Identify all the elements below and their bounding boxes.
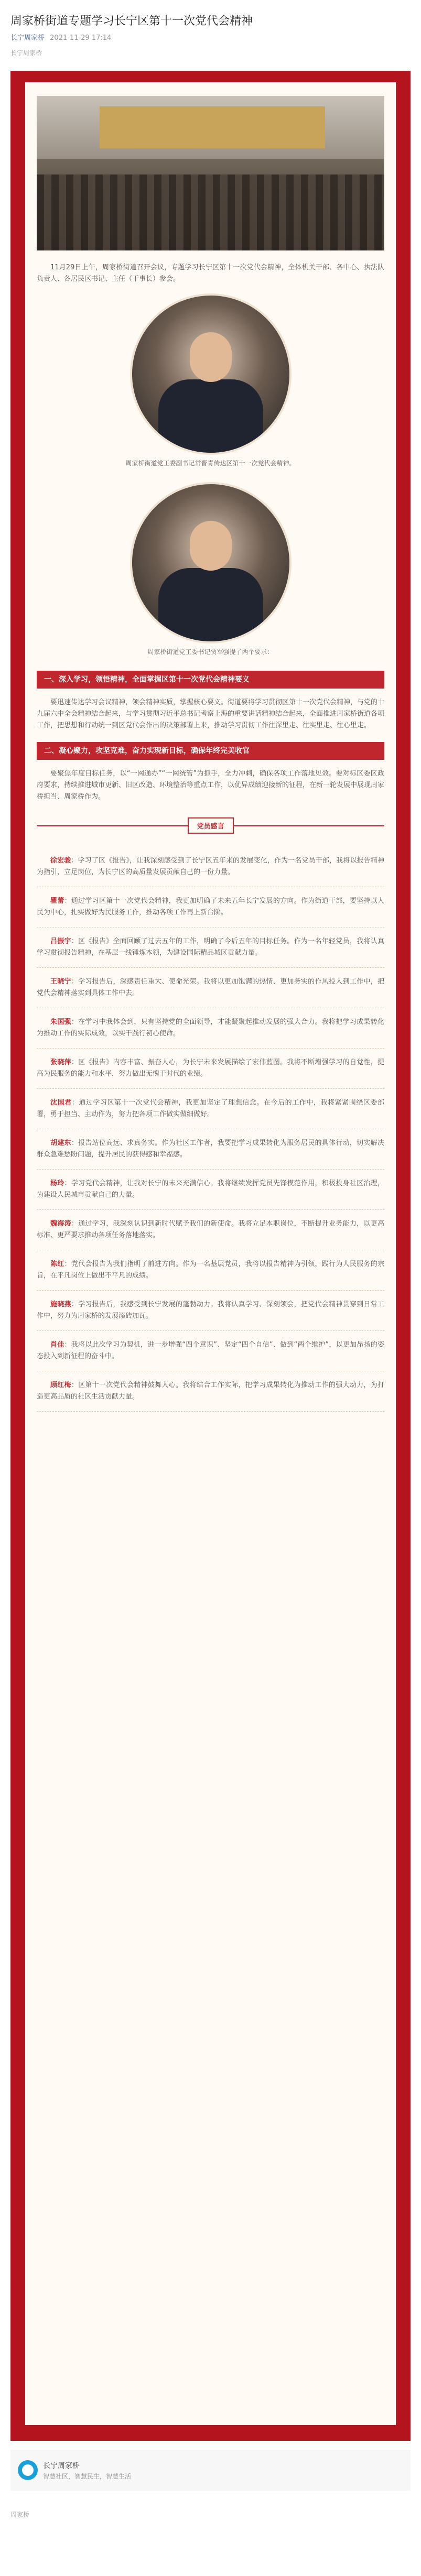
testimonial-divider — [37, 815, 384, 836]
testimonial-name: 杨玲 — [50, 1180, 64, 1187]
testimonial-text: 学习了区《报告》，让我深刻感受到了长宁区五年来的发展变化，作为一名党员干部，我将以报告精神为指引，立足岗位，为长宁区的高质量发展贡献自己的一份力量。 — [37, 857, 384, 876]
testimonial-text: 党代会报告为我们指明了前进方向。作为一名基层党员，我将以报告精神为引领，践行为人民服务的宗旨，在平凡岗位上做出不平凡的成绩。 — [37, 1260, 384, 1280]
account-logo-icon — [18, 2460, 38, 2480]
testimonial-text: 通过学习，我深刻认识到新时代赋予我们的新使命。我将立足本职岗位，不断提升业务能力，以更高标准、更严要求推动各项任务落地落实。 — [37, 1220, 384, 1239]
testimonial-item: 陈红：党代会报告为我们指明了前进方向。作为一名基层党员，我将以报告精神为引领，践行为人民服务的宗旨，在平凡岗位上做出不平凡的成绩。 — [37, 1250, 384, 1291]
testimonial-text: 区《报告》全面回顾了过去五年的工作，明确了今后五年的目标任务。作为一名年轻党员，我将认真学习贯彻报告精神，在基层一线锤炼本领，为建设国际精品城区贡献力量。 — [37, 937, 384, 957]
caption-2: 周家桥街道党工委书记贾军强提了两个要求： — [147, 648, 274, 656]
caption-1: 周家桥街道党工委副书记常晋青传达区第十一次党代会精神。 — [125, 460, 296, 467]
testimonial-name: 王晓宁 — [50, 978, 71, 986]
speaker-suit — [158, 379, 263, 455]
testimonial-text: 在学习中我体会到，只有坚持党的全面领导，才能凝聚起推动发展的强大合力。我将把学习成果转化为推动工作的实际成效，以实干践行初心使命。 — [37, 1018, 384, 1038]
testimonial-item: 瞿蕾：通过学习区第十一次党代会精神，我更加明确了未来五年长宁发展的方向。作为街道干部，要坚持以人民为中心，扎实做好为民服务工作，推动各项工作再上新台阶。 — [37, 887, 384, 927]
testimonial-text: 报告站位高远、求真务实。作为社区工作者，我要把学习成果转化为服务居民的具体行动，切实解决群众急难愁盼问题，提升居民的获得感和幸福感。 — [37, 1139, 384, 1159]
testimonial-name: 顾红梅 — [50, 1381, 71, 1389]
testimonial-item: 魏海涛：通过学习，我深刻认识到新时代赋予我们的新使命。我将立足本职岗位，不断提升业务能力，以更高标准、更严要求推动各项任务落地落实。 — [37, 1210, 384, 1250]
testimonial-name: 肖佳 — [50, 1341, 64, 1349]
speaker-photo-2 — [130, 482, 292, 643]
testimonial-name: 施晓燕 — [50, 1301, 71, 1308]
testimonial-name: 张晓萍 — [50, 1058, 71, 1066]
intro-paragraph: 11月29日上午，周家桥街道召开会议，专题学习长宁区第十一次党代会精神，全体机关干部、各中心、执法队负责人、各居民区书记、主任（干事长）参会。 — [37, 264, 384, 283]
testimonial-list — [37, 847, 384, 1412]
testimonial-item: 沈国君：通过学习区第十一次党代会精神，我更加坚定了理想信念。在今后的工作中，我将紧紧围绕区委部署，勇于担当、主动作为，努力把各项工作做实做细做好。 — [37, 1089, 384, 1129]
account-footer[interactable] — [10, 2450, 411, 2491]
article-header — [0, 0, 421, 57]
publish-date: 2021-11-29 17:14 — [50, 34, 112, 42]
meeting-attendees — [37, 174, 384, 250]
testimonial-text: 学习报告后，深感责任重大、使命光荣。我将以更加饱满的热情、更加务实的作风投入到工作中，把党代会精神落实到具体工作中去。 — [37, 978, 384, 997]
content-paper — [25, 82, 396, 2425]
testimonial-item: 王晓宁：学习报告后，深感责任重大、使命光荣。我将以更加饱满的热情、更加务实的作风投入到工作中，把党代会精神落实到具体工作中去。 — [37, 968, 384, 1008]
author-link[interactable]: 长宁周家桥 — [10, 34, 45, 42]
meeting-photo — [37, 96, 384, 250]
testimonial-item: 肖佳：我将以此次学习为契机，进一步增强“四个意识”、坚定“四个自信”、做到“两个维护”，以更加昂扬的姿态投入到新征程的奋斗中。 — [37, 1331, 384, 1371]
section-1-paragraph: 要迅速传达学习会议精神，领会精神实质，掌握核心要义。街道要将学习贯彻区第十一次党代会精神，与党的十九届六中全会精神结合起来，与学习贯彻习近平总书记考察上海的重要讲话精神结合起来，全面推进周家桥街道各项工作，把思想和行动统一到区党代会作出的决策部署上来，推动学习贯彻工作往深里走、往实里走、往心里走。 — [37, 698, 385, 729]
speaker-face — [190, 332, 232, 382]
account-slogan: 智慧社区，智慧民生，智慧生活 — [43, 2473, 132, 2480]
testimonial-item: 徐宏骏：学习了区《报告》，让我深刻感受到了长宁区五年来的发展变化，作为一名党员干部，我将以报告精神为指引，立足岗位，为长宁区的高质量发展贡献自己的一份力量。 — [37, 847, 384, 887]
testimonial-text: 学习党代会精神，让我对长宁的未来充满信心。我将继续发挥党员先锋模范作用，积极投身社区治理，为建设人民城市贡献自己的力量。 — [37, 1180, 384, 1199]
section-heading-1: 一、深入学习，领悟精神，全面掌握区第十一次党代会精神要义 — [37, 671, 384, 689]
testimonial-name: 吕振宇 — [50, 937, 71, 945]
account-tag: 长宁周家桥 — [10, 49, 42, 57]
logo-inner — [22, 2464, 34, 2476]
testimonial-name: 胡建东 — [50, 1139, 71, 1147]
content-card — [10, 71, 411, 2441]
speaker-face — [190, 521, 232, 571]
footer-tag: 周家桥 — [10, 2511, 30, 2518]
testimonial-text: 区第十一次党代会精神鼓舞人心。我将结合工作实际，把学习成果转化为推动工作的强大动力，为打造更高品质的社区生活贡献力量。 — [37, 1381, 384, 1401]
testimonial-item: 朱国强：在学习中我体会到，只有坚持党的全面领导，才能凝聚起推动发展的强大合力。我将把学习成果转化为推动工作的实际成效，以实干践行初心使命。 — [37, 1008, 384, 1049]
testimonial-text: 区《报告》内容丰富、振奋人心，为长宁未来发展描绘了宏伟蓝图。我将不断增强学习的自觉性，提高为民服务的能力和水平，努力做出无愧于时代的业绩。 — [37, 1058, 384, 1078]
testimonial-name: 徐宏骏 — [50, 857, 71, 865]
testimonial-item: 胡建东：报告站位高远、求真务实。作为社区工作者，我要把学习成果转化为服务居民的具体行动，切实解决群众急难愁盼问题，提升居民的获得感和幸福感。 — [37, 1129, 384, 1170]
speaker-photo-1 — [130, 293, 292, 455]
testimonial-name: 陈红 — [50, 1260, 64, 1268]
account-name: 长宁周家桥 — [43, 2462, 80, 2470]
testimonial-item: 顾红梅：区第十一次党代会精神鼓舞人心。我将结合工作实际，把学习成果转化为推动工作的强大动力，为打造更高品质的社区生活贡献力量。 — [37, 1371, 384, 1412]
divider-label: 党员感言 — [187, 817, 233, 834]
testimonial-name: 魏海涛 — [50, 1220, 71, 1228]
testimonial-text: 通过学习区第十一次党代会精神，我更加明确了未来五年长宁发展的方向。作为街道干部，要坚持以人民为中心，扎实做好为民服务工作，推动各项工作再上新台阶。 — [37, 897, 384, 916]
testimonial-text: 通过学习区第十一次党代会精神，我更加坚定了理想信念。在今后的工作中，我将紧紧围绕区委部署，勇于担当、主动作为，努力把各项工作做实做细做好。 — [37, 1099, 384, 1118]
section-2-paragraph: 要聚焦年度目标任务，以“一网通办”“一网统管”为抓手，全力冲刺，确保各项工作落地见效。要对标区委区政府要求，持续推进城市更新、旧区改造、环境整治等重点工作，以优异成绩迎接新的征程，在新一轮发展中展现周家桥担当、周家桥作为。 — [37, 770, 385, 801]
section-heading-2: 二、凝心聚力，攻坚克难，奋力实现新目标，确保年终完美收官 — [37, 742, 384, 760]
testimonial-name: 朱国强 — [50, 1018, 71, 1026]
testimonial-item: 吕振宇：区《报告》全面回顾了过去五年的工作，明确了今后五年的目标任务。作为一名年轻党员，我将认真学习贯彻报告精神，在基层一线锤炼本领，为建设国际精品城区贡献力量。 — [37, 927, 384, 968]
testimonial-text: 我将以此次学习为契机，进一步增强“四个意识”、坚定“四个自信”、做到“两个维护”，以更加昂扬的姿态投入到新征程的奋斗中。 — [37, 1341, 384, 1360]
meeting-screen — [100, 106, 325, 148]
speaker-suit — [158, 568, 263, 643]
testimonial-item: 张晓萍：区《报告》内容丰富、振奋人心，为长宁未来发展描绘了宏伟蓝图。我将不断增强学习的自觉性，提高为民服务的能力和水平，努力做出无愧于时代的业绩。 — [37, 1049, 384, 1089]
testimonial-item: 杨玲：学习党代会精神，让我对长宁的未来充满信心。我将继续发挥党员先锋模范作用，积极投身社区治理，为建设人民城市贡献自己的力量。 — [37, 1170, 384, 1210]
content-body — [25, 82, 396, 1421]
testimonial-name: 瞿蕾 — [50, 897, 64, 905]
testimonial-text: 学习报告后，我感受到长宁发展的蓬勃动力。我将认真学习、深刻领会，把党代会精神贯穿到日常工作中，努力为周家桥的发展添砖加瓦。 — [37, 1301, 384, 1320]
testimonial-name: 沈国君 — [50, 1099, 72, 1107]
article-title: 周家桥街道专题学习长宁区第十一次党代会精神 — [10, 15, 253, 28]
article-meta — [10, 34, 411, 43]
testimonial-item: 施晓燕：学习报告后，我感受到长宁发展的蓬勃动力。我将认真学习、深刻领会，把党代会精神贯穿到日常工作中，努力为周家桥的发展添砖加瓦。 — [37, 1291, 384, 1331]
